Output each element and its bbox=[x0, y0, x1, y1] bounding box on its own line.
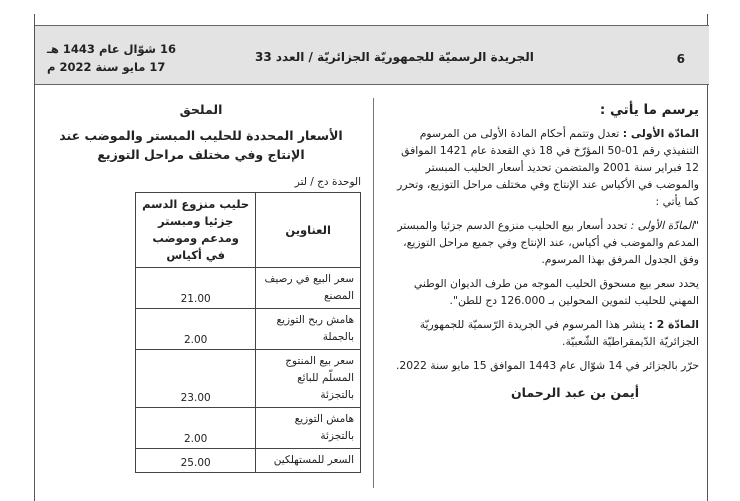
table-row bbox=[136, 350, 361, 408]
annex-subtitle: الأسعار المحددة للحليب المبستر والموضب عند الإنتاج وفي مختلف مراحل التوزيع bbox=[59, 128, 343, 162]
table-row bbox=[136, 449, 361, 473]
row-value: 23.00 bbox=[136, 350, 256, 408]
table-row bbox=[136, 268, 361, 309]
article-1 bbox=[385, 125, 699, 210]
price-table bbox=[135, 192, 361, 473]
row-value: 25.00 bbox=[136, 449, 256, 473]
gazette-title: الجريدة الرسميّة للجمهوريّة الجزائريّة / العدد 33 bbox=[255, 50, 534, 64]
row-label: هامش ربح التوزيع بالجملة bbox=[256, 309, 361, 350]
table-row bbox=[136, 408, 361, 449]
row-value: 2.00 bbox=[136, 309, 256, 350]
table-header-row bbox=[136, 193, 361, 268]
annex-column bbox=[41, 102, 361, 473]
page-header bbox=[35, 25, 709, 85]
row-label: سعر البيع في رصيف المصنع bbox=[256, 268, 361, 309]
row-label: هامش التوزيع بالتجزئة bbox=[256, 408, 361, 449]
date-gregorian: 17 مايو سنة 2022 م bbox=[47, 60, 166, 74]
powder-price-paragraph: يحدد سعر بيع مسحوق الحليب الموجه من طرف الديوان الوطني المهني للحليب لتموين المحولين بـ 126.000 دج للطن". bbox=[413, 277, 699, 307]
unit-label: الوحدة دج / لتر bbox=[294, 176, 361, 188]
quoted-article-label: "المادّة الأولى : bbox=[630, 219, 699, 232]
row-label: سعر بيع المنتوج المسلّم للبائع بالتجزئة bbox=[256, 350, 361, 408]
page-number: 6 bbox=[676, 52, 685, 66]
row-value: 21.00 bbox=[136, 268, 256, 309]
article-1-text: تعدل وتتمم أحكام المادة الأولى من المرسوم التنفيذي رقم 01-50 المؤرّخ في 18 ذي القعدة عام 1421 الموافق 12 فبراير سنة 2001 والمتضمن تحديد أسعار الحليب المبستر والموضب في الأكياس عند الإنتاج وفي مختلف مراحل التوزيع، وتحرر كما يأتي : bbox=[397, 127, 699, 208]
decree-column bbox=[385, 102, 699, 408]
header-addresses: العناوين bbox=[256, 193, 361, 268]
row-label: السعر للمستهلكين bbox=[256, 449, 361, 473]
article-2-label: المادّة 2 : bbox=[648, 318, 699, 331]
done-at: حرّر بالجزائر في 14 شوّال عام 1443 الموافق 15 مايو سنة 2022. bbox=[395, 359, 699, 372]
gazette-page bbox=[34, 14, 708, 501]
signature: أيمن بن عبد الرحمان bbox=[511, 385, 639, 400]
quoted-article bbox=[385, 217, 699, 268]
article-2-text: ينشر هذا المرسوم في الجريدة الرّسميّة للجمهوريّة الجزائريّة الدّيمقراطيّة الشّعبيّة. bbox=[419, 318, 699, 348]
quoted-article-text: تحدد أسعار بيع الحليب منزوع الدسم جزئيا والمبستر المدعم والموضب في أكياس، عند الإنتاج وفي جميع مراحل التوزيع، وفق الجدول المرفق بهذا المرسوم. bbox=[397, 219, 699, 266]
annex-title: الملحق bbox=[179, 102, 223, 117]
header-milk: حليب منزوع الدسم جزئيا ومبستر ومدعم وموضب في أكياس bbox=[136, 193, 256, 268]
article-2 bbox=[385, 316, 699, 350]
table-row bbox=[136, 309, 361, 350]
date-hijri: 16 شوّال عام 1443 هـ bbox=[47, 42, 177, 56]
decree-heading: يرسم ما يأتي : bbox=[599, 102, 699, 118]
column-divider bbox=[373, 98, 374, 488]
article-1-label: المادّة الأولى : bbox=[622, 127, 699, 140]
row-value: 2.00 bbox=[136, 408, 256, 449]
